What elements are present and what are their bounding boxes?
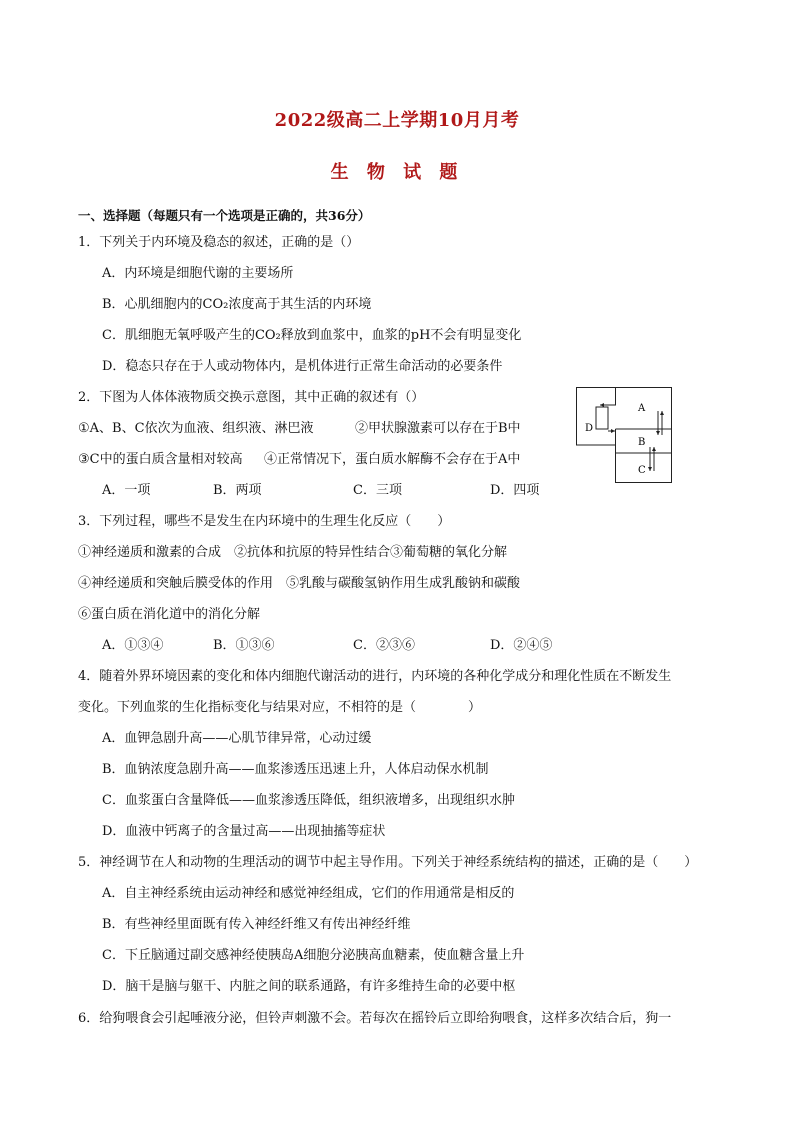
- q2-option-b: B．两项: [213, 483, 262, 498]
- q4-option-a: A．血钾急剧升高——心肌节律异常，心动过缓: [102, 731, 372, 746]
- q1-option-b: B．心肌细胞内的CO₂浓度高于其生活的内环境: [102, 297, 372, 312]
- diagram-label-c: C: [638, 465, 646, 476]
- q5-stem: 5．神经调节在人和动物的生理活动的调节中起主导作用。下列关于神经系统结构的描述，正确的是（ ）: [78, 855, 698, 870]
- q1-option-a: A．内环境是细胞代谢的主要场所: [102, 266, 294, 281]
- exam-subtitle: 生 物 试 题: [330, 162, 464, 183]
- q3-line-1: ①神经递质和激素的合成 ②抗体和抗原的特异性结合③葡萄糖的氧化分解: [78, 545, 508, 560]
- q3-line-3: ⑥蛋白质在消化道中的消化分解: [78, 607, 261, 622]
- q5-option-c: C．下丘脑通过副交感神经使胰岛A细胞分泌胰高血糖素，使血糖含量上升: [102, 948, 525, 963]
- q2-statement-2: ②甲状腺激素可以存在于B中: [355, 421, 521, 436]
- q1-option-c: C．肌细胞无氧呼吸产生的CO₂释放到血浆中，血浆的pH不会有明显变化: [102, 328, 522, 343]
- q3-option-c: C．②③⑥: [353, 638, 415, 653]
- q1-stem: 1．下列关于内环境及稳态的叙述，正确的是（）: [78, 235, 360, 250]
- q3-option-d: D．②④⑤: [490, 638, 553, 653]
- exam-title: 2022级高二上学期10月月考: [274, 110, 520, 131]
- q4-stem-line-1: 4．随着外界环境因素的变化和体内细胞代谢活动的进行，内环境的各种化学成分和理化性质在不断发生: [78, 669, 672, 684]
- q2-statement-1: ①A、B、C依次为血液、组织液、淋巴液: [78, 421, 314, 436]
- diagram-label-b: B: [638, 437, 646, 448]
- section-heading: 一、选择题（每题只有一个选项是正确的，共36分）: [78, 208, 371, 223]
- q3-stem: 3．下列过程，哪些不是发生在内环境中的生理生化反应（ ）: [78, 514, 451, 529]
- q2-statement-4: ④正常情况下，蛋白质水解酶不会存在于A中: [264, 452, 521, 467]
- diagram-box-d: [596, 407, 608, 429]
- q3-option-b: B．①③⑥: [213, 638, 275, 653]
- q2-stem: 2．下图为人体体液物质交换示意图，其中正确的叙述有（）: [78, 390, 425, 405]
- q6-stem: 6．给狗喂食会引起唾液分泌，但铃声刺激不会。若每次在摇铃后立即给狗喂食，这样多次结合后，狗一: [78, 1011, 672, 1026]
- q3-line-2: ④神经递质和突触后膜受体的作用 ⑤乳酸与碳酸氢钠作用生成乳酸钠和碳酸: [78, 576, 521, 591]
- q2-statement-3: ③C中的蛋白质含量相对较高: [78, 452, 243, 467]
- q5-option-b: B．有些神经里面既有传入神经纤维又有传出神经纤维: [102, 917, 411, 932]
- diagram-label-a: A: [638, 403, 646, 414]
- q3-option-a: A．①③④: [102, 638, 164, 653]
- diagram-outline: [577, 388, 672, 483]
- q1-option-d: D．稳态只存在于人或动物体内，是机体进行正常生命活动的必要条件: [102, 359, 503, 374]
- q4-option-d: D．血液中钙离子的含量过高——出现抽搐等症状: [102, 824, 386, 839]
- q2-option-a: A．一项: [102, 483, 151, 498]
- diagram-label-d: D: [585, 423, 594, 434]
- q5-option-d: D．脑干是脑与躯干、内脏之间的联系通路，有许多维持生命的必要中枢: [102, 979, 516, 994]
- q4-option-c: C．血浆蛋白含量降低——血浆渗透压降低，组织液增多，出现组织水肿: [102, 793, 515, 808]
- q5-option-a: A．自主神经系统由运动神经和感觉神经组成，它们的作用通常是相反的: [102, 886, 515, 901]
- body-fluid-exchange-diagram: [576, 387, 672, 483]
- q4-stem-line-2: 变化。下列血浆的生化指标变化与结果对应，不相符的是（ ）: [78, 700, 482, 715]
- q2-option-d: D．四项: [490, 483, 540, 498]
- q4-option-b: B．血钠浓度急剧升高——血浆渗透压迅速上升，人体启动保水机制: [102, 762, 489, 777]
- q2-option-c: C．三项: [353, 483, 402, 498]
